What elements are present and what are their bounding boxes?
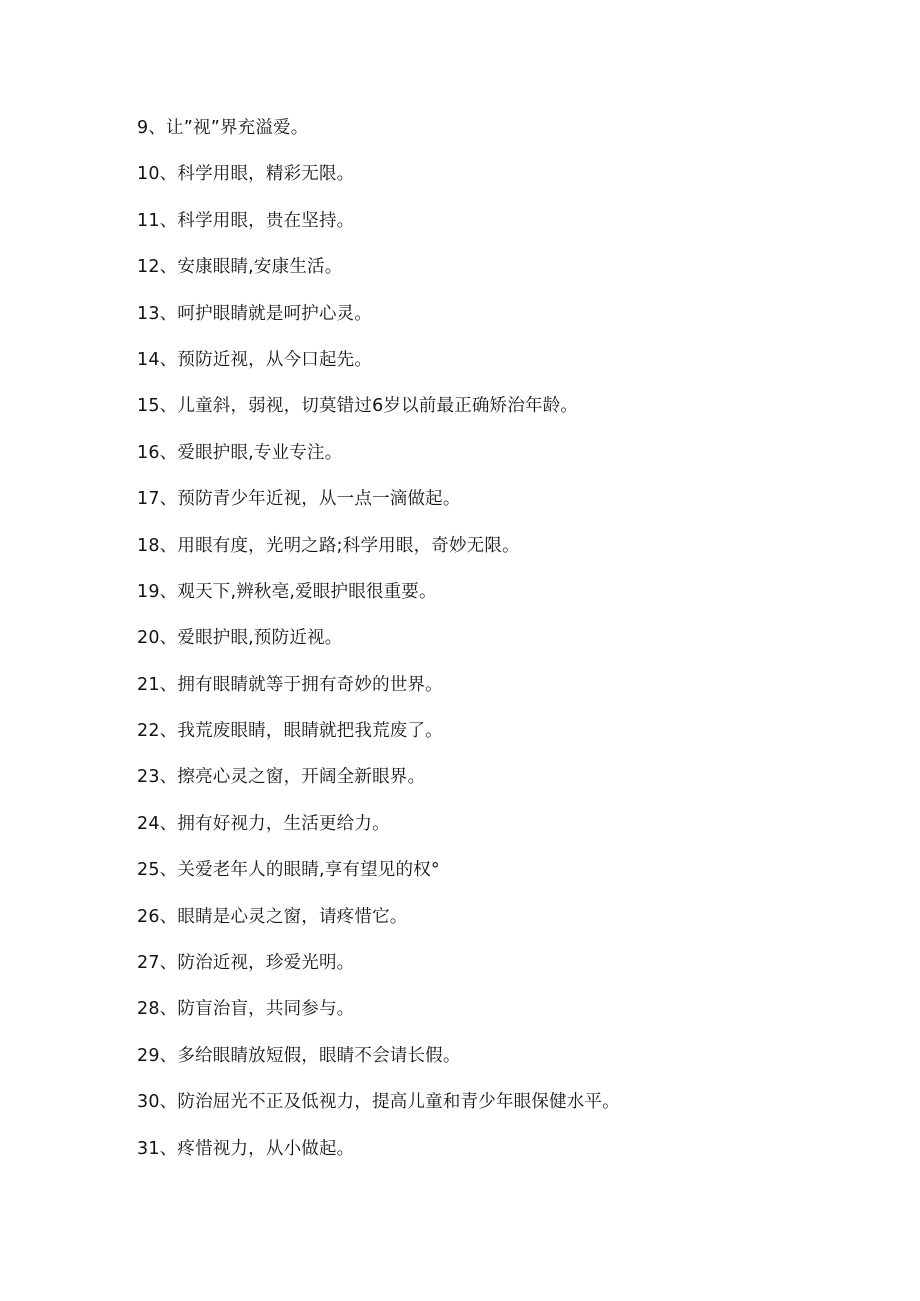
list-item: 23、擦亮心灵之窗，开阔全新眼界。 — [137, 767, 426, 788]
list-item: 30、防治屈光不正及低视力，提高儿童和青少年眼保健水平。 — [137, 1092, 620, 1113]
list-item: 19、观天下,辨秋亳,爱眼护眼很重要。 — [137, 581, 437, 602]
list-item: 17、预防青少年近视，从一点一滴做起。 — [137, 489, 461, 510]
list-item: 13、呵护眼睛就是呵护心灵。 — [137, 303, 373, 324]
list-item: 10、科学用眼，精彩无限。 — [137, 164, 355, 185]
list-item: 28、防盲治盲，共同参与。 — [137, 999, 355, 1020]
list-item: 11、科学用眼，贵在坚持。 — [137, 210, 355, 231]
list-item: 24、拥有好视力，生活更给力。 — [137, 813, 390, 834]
list-item: 16、爱眼护眼,专业专注。 — [137, 442, 343, 463]
list-item: 25、关爱老年人的眼睛,享有望见的权° — [137, 860, 440, 881]
list-item: 27、防治近视，珍爱光明。 — [137, 953, 355, 974]
list-item: 22、我荒废眼睛，眼睛就把我荒废了。 — [137, 721, 443, 742]
list-item: 21、拥有眼睛就等于拥有奇妙的世界。 — [137, 674, 443, 695]
list-item: 18、用眼有度，光明之路;科学用眼，奇妙无限。 — [137, 535, 520, 556]
list-item: 14、预防近视，从今口起先。 — [137, 349, 373, 370]
list-item: 9、让”视”界充溢爱。 — [137, 118, 309, 138]
list-item: 26、眼睛是心灵之窗，请疼惜它。 — [137, 906, 408, 927]
slogan-list — [137, 113, 620, 1180]
list-item: 29、多给眼睛放短假，眼睛不会请长假。 — [137, 1045, 461, 1066]
list-item: 12、安康眼睛,安康生活。 — [137, 257, 343, 278]
list-item: 20、爱眼护眼,预防近视。 — [137, 628, 343, 649]
list-item: 15、儿童斜，弱视，切莫错过6岁以前最正确矫治年龄。 — [137, 396, 579, 417]
list-item: 31、疼惜视力，从小做起。 — [137, 1138, 355, 1159]
